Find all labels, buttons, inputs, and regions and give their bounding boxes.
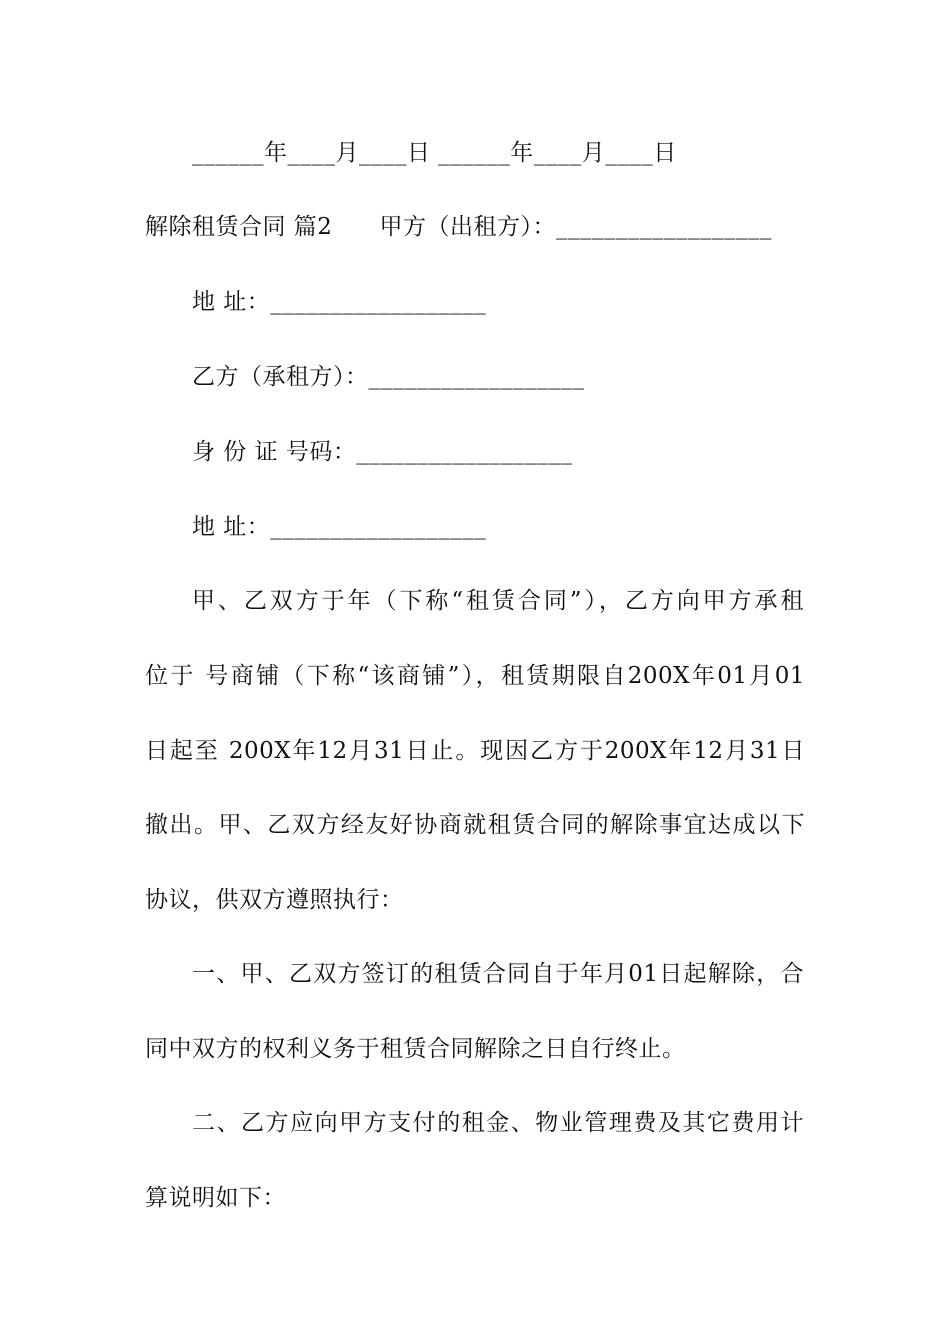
signature-date-line: ______年____月____日 ______年____月____日: [192, 140, 677, 166]
party-b-address-line: 地 址：__________________: [192, 514, 487, 540]
paragraph-1-line-1: 甲、乙双方于年（下称“租赁合同”），乙方向甲方承租: [192, 588, 804, 614]
party-a-line: 解除租赁合同 篇2 甲方（出租方）：__________________: [145, 214, 772, 240]
party-b-line: 乙方（承租方）：__________________: [192, 364, 585, 390]
id-number-line: 身 份 证 号码：__________________: [192, 439, 573, 465]
paragraph-3-line-1: 二、乙方应向甲方支付的租金、物业管理费及其它费用计: [192, 1110, 804, 1136]
paragraph-1-line-2: 位于 号商铺（下称“该商铺”），租赁期限自200X年01月01: [145, 663, 805, 689]
paragraph-2-line-2: 同中双方的权利义务于租赁合同解除之日自行终止。: [145, 1036, 686, 1062]
paragraph-1-line-4: 撤出。甲、乙双方经友好协商就租赁合同的解除事宜达成以下: [145, 812, 805, 838]
paragraph-2-line-1: 一、甲、乙双方签订的租赁合同自于年月01日起解除，合: [192, 961, 804, 987]
paragraph-3-line-2: 算说明如下：: [145, 1185, 286, 1211]
paragraph-1-line-3: 日起至 200X年12月31日止。现因乙方于200X年12月31日: [145, 738, 805, 764]
party-a-address-line: 地 址：__________________: [192, 289, 487, 315]
paragraph-1-line-5: 协议，供双方遵照执行：: [145, 887, 404, 913]
